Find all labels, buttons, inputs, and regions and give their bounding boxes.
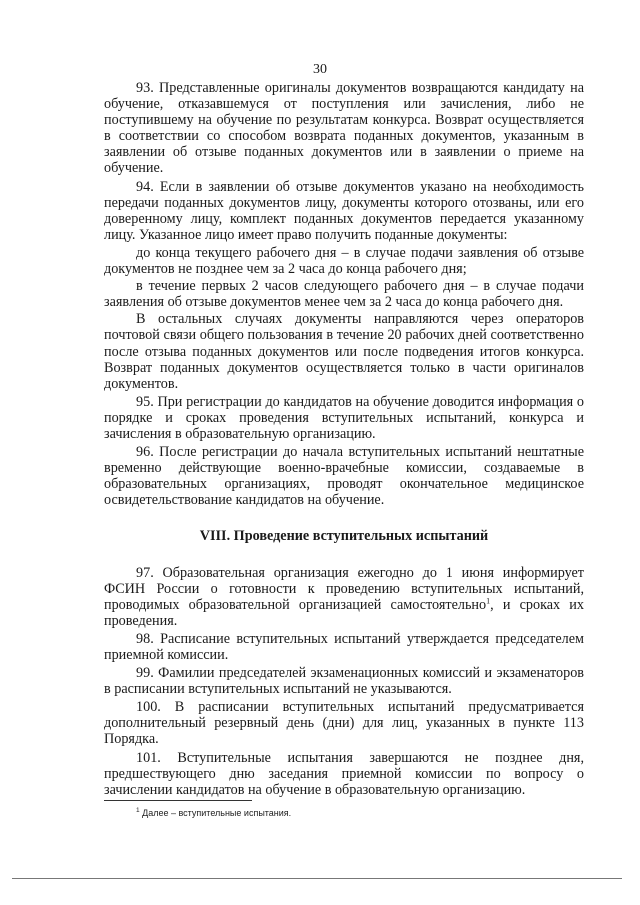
paragraph-99: 99. Фамилии председателей экзаменационных комиссий и экзаменаторов в расписании вступительных испытаний не указываются. <box>104 665 584 698</box>
footnote-mark: 1 <box>136 807 140 814</box>
section-heading: VIII. Проведение вступительных испытаний <box>199 528 489 545</box>
paragraph-101: 101. Вступительные испытания завершаются не позднее дня, предшествующего дню заседания приемной комиссии по вопросу о зачислении кандидатов на обучение в образовательную организацию. <box>104 749 584 798</box>
paragraph-98: 98. Расписание вступительных испытаний утверждается председателем приемной комиссии. <box>104 630 584 663</box>
paragraph-97 <box>104 565 584 629</box>
footnote-reference[interactable]: 1 <box>486 595 491 605</box>
footnote-text: Далее – вступительные испытания. <box>139 808 292 818</box>
paragraph-94-continued: В остальных случаях документы направляются через операторов почтовой связи общего пользования в течение 20 рабочих дней соответственно после отзыва поданных документов или после подведения итогов конкурса. Возврат поданных документов осуществляется только в части оригиналов документов. <box>104 311 584 392</box>
paragraph-94-item-1: до конца текущего рабочего дня – в случае подачи заявления об отзыве документов не позднее чем за 2 часа до конца рабочего дня; <box>104 244 584 278</box>
paragraph-94-item-2: в течение первых 2 часов следующего рабочего дня – в случае подачи заявления об отзыве документов менее чем за 2 часа до конца рабочего дня. <box>104 278 584 311</box>
page-bottom-line <box>12 878 622 879</box>
paragraph-94: 94. Если в заявлении об отзыве документов указано на необходимость передачи поданных документов лицу, документы которого отозваны, или его доверенному лицу, комплект поданных документов передается указанному лицу. Указанное лицо имеет право получить поданные документы: <box>104 178 584 243</box>
paragraph-93: 93. Представленные оригиналы документов возвращаются кандидату на обучение, отказавшемуся от поступления или зачисления, либо не поступившему на обучение по результатам конкурса. Возврат осуществляется в соответствии со способом возврата поданных документов, указанным в заявлении об отзыве поданных документов или в заявлении о приеме на обучение. <box>104 80 584 177</box>
paragraph-95: 95. При регистрации до кандидатов на обучение доводится информация о порядке и сроках проведения вступительных испытаний, конкурса и зачисления в образовательную организацию. <box>104 393 584 442</box>
paragraph-97-text-end: , и сроках их проведения. <box>104 596 584 629</box>
footnote-divider <box>104 800 252 801</box>
paragraph-97-text-start: 97. Образовательная организация ежегодно до 1 июня информирует ФСИН России о готовности к проведению вступительных испытаний, проводимых образовательной организацией самостоятельно <box>104 564 584 613</box>
paragraph-100: 100. В расписании вступительных испытаний предусматривается дополнительный резервный день (дни) для лиц, указанных в пункте 113 Порядка. <box>104 699 584 748</box>
footnote <box>136 808 291 818</box>
document-body <box>104 80 584 800</box>
paragraph-96: 96. После регистрации до начала вступительных испытаний нештатные временно действующие военно-врачебные комиссии, создаваемые в образовательных организациях, проводят окончательное медицинское освидетельствование кандидатов на обучение. <box>104 444 584 509</box>
page-number: 30 <box>313 62 327 77</box>
